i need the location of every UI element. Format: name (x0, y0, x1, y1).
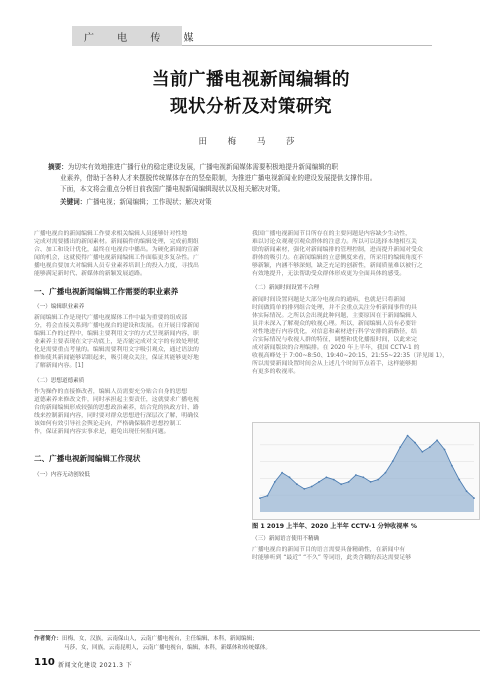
left-column (34, 230, 248, 278)
chart-point (362, 476, 364, 478)
chart-point (267, 495, 269, 497)
chart-point (355, 474, 357, 476)
column-banner (72, 26, 204, 46)
article-title-line1: 当前广播电视新闻编辑的 (152, 70, 350, 90)
para-line: 该如何有效引导社会舆论走向，严格确保稿件思想控制工 (34, 421, 182, 427)
section-heading-1: 一、广播电视新闻编辑工作需要的职业素养 (34, 287, 179, 296)
para-line: 线来控制新闻内容，同时要对群众思想进行深层次了解，明确仪 (34, 413, 199, 419)
chart-point (377, 479, 379, 481)
para-line: 化是需要重点考量的。编辑需要利用文字吸引观众，通过语法的 (34, 347, 199, 353)
author-note-line2: 马莎，女，回族，云南昆明人，云南广播电视台，编辑，本科，新媒体和传统媒体。 (64, 645, 271, 651)
chart-point (392, 460, 394, 462)
intro-line: 闻的机会，这就使得广播电视新闻编辑工作面临更多复杂性。广 (34, 255, 199, 261)
left-paragraph-1 (34, 314, 248, 370)
chart-point (318, 481, 320, 483)
abstract-label: 摘要： (48, 163, 68, 171)
right-paragraph-2 (252, 296, 480, 376)
chart-point (281, 472, 283, 474)
para-line: 分，将会直接关系到广播电视台的建设和发展。在开展日常新闻 (34, 323, 199, 329)
chart-point (340, 483, 342, 485)
column-label: 广 电 传 媒 (84, 33, 204, 44)
chart-point (414, 442, 416, 444)
para-line: 作为操作的直接修改者，编辑人员需要充分贴合自身的思想 (34, 389, 188, 395)
abstract-line-1 (48, 163, 338, 172)
para-line: 新闻时间设置问题是大部分电视台的通病，也就是只将新闻 (252, 297, 406, 303)
chart-point (326, 476, 328, 478)
para-line: 了解新闻内容。[1] (34, 363, 84, 369)
footnote-divider (34, 630, 480, 631)
para-line: 修饰使其新闻能够话眼起来，吸引观众关注，保证其能够更好地 (34, 355, 199, 361)
para-line: 联的新闻素材，强化对新闻编排的管理控制，进而提升新闻对受众 (252, 247, 423, 253)
right-paragraph-1 (252, 230, 480, 278)
para-line: 对性地进行内容优化，对信息和素材进行科学安排的新路径，结 (252, 329, 417, 335)
para-line: 合实际情况与收视人群的特征，调整和优化播报时间，以此来完 (252, 337, 417, 343)
para-line: 台的新闻编辑形成较强的思想政治素养，结合党的执政方针、路 (34, 405, 199, 411)
keywords-line (60, 198, 212, 207)
para-line: 够新颖，内涵不够深刻，缺乏充足的创新性，新闻质量难以被行之 (252, 263, 423, 269)
para-line: 作，保证新闻内容实事求是，避免出现任何报问题。 (34, 429, 170, 435)
article-authors: 田 梅 马 莎 (198, 137, 304, 147)
subheading-1-1: （一）编辑职业素养 (34, 304, 85, 310)
para-line: 业素养主要表现在文字功底上，是否能完成对文字的有效处理优 (34, 339, 199, 345)
chart-point (296, 483, 298, 485)
chart-point (473, 497, 475, 499)
banner-divider (182, 45, 432, 46)
chart-point (421, 451, 423, 453)
author-note-line1 (34, 634, 258, 642)
para-line: 员并未深入了解观众的收视心理。所以，新闻编辑人员有必要针 (252, 321, 417, 327)
author-note-text1: 田梅，女，汉族，云南保山人，云南广播电视台，主任编辑，本科，新闻编辑； (61, 636, 258, 642)
chart-point (407, 435, 409, 437)
chart-point (259, 497, 261, 499)
subheading-1-2: （二）思想道德素质 (34, 378, 85, 384)
journal-info: 新闻文化建设 2021.3 下 (58, 662, 133, 669)
intro-line: 完成对需要播出的新闻素材。新闻稿件的编辑处理，完成前期组 (34, 239, 199, 245)
para-line: 群体的吸引力。在新闻编辑的立意侧度来看，所采用的编辑角度不 (252, 255, 423, 261)
intro-line: 合、加工和设计优化，最终在电视台中播出。为硬化新闻的宣新 (34, 247, 199, 253)
para-line: 所以需要新闻设置时间会从上述几个时间节点着手，这样能够拥 (252, 361, 417, 367)
chart-point (348, 481, 350, 483)
para-line: 有效地提升，无法帮助受众群体形成更为全面具体的感受。 (252, 271, 406, 277)
chart-point (333, 479, 335, 481)
chart-point (311, 486, 313, 488)
chart-point (436, 439, 438, 441)
para-line: 成对新闻版块的合理编排。在 2020 年上半年，我国 CCTV-1 的 (252, 345, 420, 351)
chart-point (466, 490, 468, 492)
article-title-line2: 现状分析及对策研究 (170, 97, 332, 117)
chart-point (370, 481, 372, 483)
chart-point (385, 472, 387, 474)
author-note-label: 作者简介： (34, 636, 62, 642)
chart-point (458, 479, 460, 481)
viewership-chart (252, 422, 480, 520)
para-line: 广播电视台的新闻节目的语言需要具备精确性，在新闻中有 (252, 547, 406, 553)
intro-line: 广播电视台的新闻编辑工作要求相关编辑人员能够针对性地 (34, 231, 188, 237)
keywords-label: 关键词： (60, 198, 87, 206)
chart-point (303, 488, 305, 490)
chart-point (451, 465, 453, 467)
chart-point (399, 446, 401, 448)
chart-point (274, 481, 276, 483)
right-paragraph-3 (252, 546, 480, 562)
subheading-2-1: （一）内容无动创较低 (34, 472, 90, 478)
abstract-line-2: 业素养，借助于各种人才来摆脱传统媒体存在的竖垒限制，为推进广播电视新闻业的建设发展提供支撑作用。 (60, 174, 377, 182)
section-heading-2: 二、广播电视新闻编辑工作现状 (34, 454, 141, 463)
para-line: 收视高峰处于 7:00~8:50、19:40~20:15、21:55~22:35（详见图 1）， (252, 353, 449, 359)
para-line: 编辑工作的过程中，编辑主要利用文字的方式呈现新闻内容，职 (34, 331, 199, 337)
chart-point (444, 449, 446, 451)
abstract-line-3: 下面，本文将会重点分析目前我国广播电视新闻编辑现状以及相关解决对策。 (60, 185, 285, 193)
para-line: 体实际情况。之所以会出现此种问题，主要原因在于新闻编辑人 (252, 313, 417, 319)
abstract-text-1: 为切实有效地推进广播行业的稳定建设发展，广播电视新闻媒体需要积极地提升新闻编辑的职 (67, 163, 339, 171)
para-line: 新闻编辑工作是现代广播电视媒体工作中最为重要的组成部 (34, 315, 188, 321)
chart-point (429, 446, 431, 448)
left-paragraph-2 (34, 388, 248, 436)
subheading-r-2: （二）新闻时间设置不合理 (252, 285, 320, 291)
page-number: 110 (34, 657, 55, 668)
para-line: 道德素养来修改文件，同时承担起主要责任，这就要求广播电视 (34, 397, 199, 403)
subheading-r-3: （三）新闻语言使用不精确 (252, 536, 320, 542)
keywords-text: 广播电视；新闻编辑；工作现状；解决对策 (86, 198, 212, 206)
chart-point (289, 476, 291, 478)
para-line: 我国广播电视新闻节目所存在的主要问题是内容缺少生动性， (252, 231, 412, 237)
chart-caption: 图 1 2019 上半年、2020 上半年 CCTV-1 分钟收视率 % (252, 523, 417, 530)
intro-line: 播电视台要加大对编辑人员专业素养培训上的投入力度，寻找出 (34, 263, 199, 269)
para-line: 难以讨论众观观引观众群体的注意力。所以可以选择本地相互关 (252, 239, 417, 245)
intro-line: 能够满足新时代、新媒体的新颖发展道路。 (34, 271, 146, 277)
para-line: 时间做简单的排列组合处理，并不会重点关注分析新闻事件的具 (252, 305, 417, 311)
para-line: 有更多的收视率。 (252, 369, 300, 375)
para-line: 时能够听到 “最近” “不久” 等词语，此类含糊的表达需要足够 (252, 555, 412, 561)
